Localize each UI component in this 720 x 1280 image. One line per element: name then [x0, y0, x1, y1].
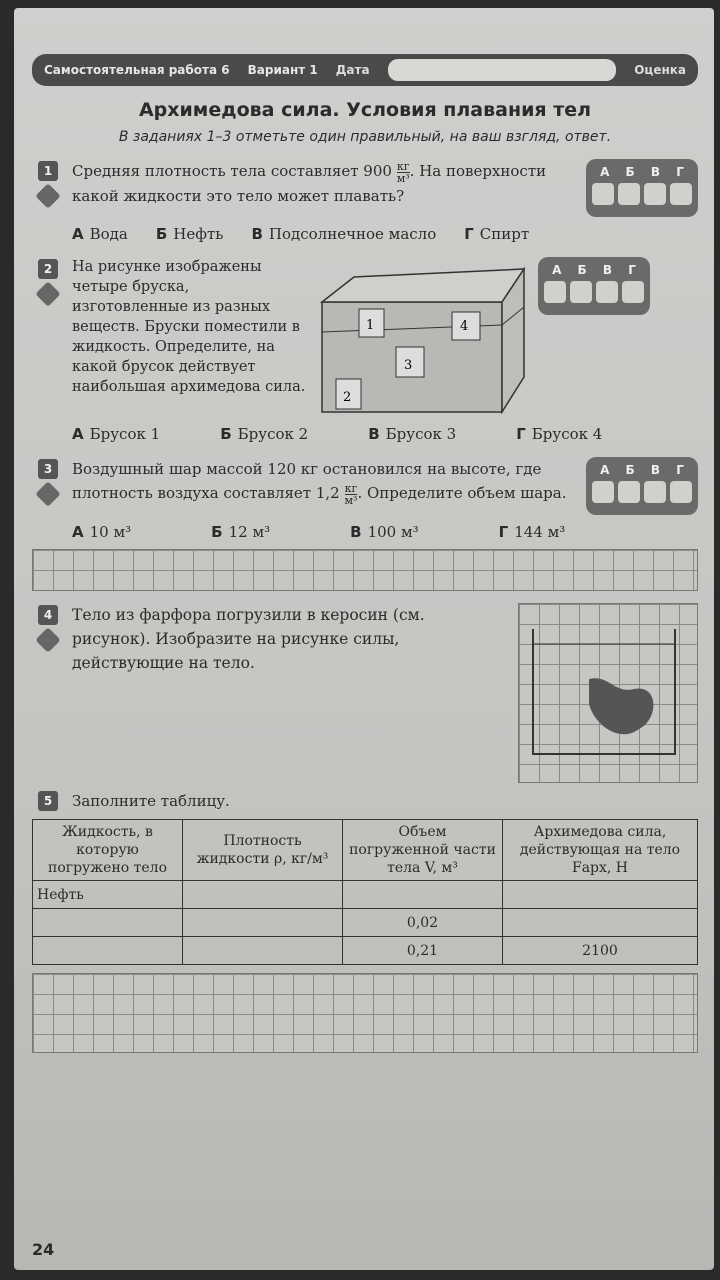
option-1c[interactable]: В Подсолнечное масло — [251, 225, 437, 243]
task-2 — [32, 257, 698, 445]
table-header: Объем погруженной части тела V, м³ — [343, 820, 503, 881]
task-5 — [32, 789, 698, 813]
worksheet-header — [32, 54, 698, 86]
option-2b[interactable]: Б Брусок 2 — [220, 425, 309, 443]
answer-box-3: А Б В Г — [586, 457, 698, 515]
block-label: 4 — [460, 319, 469, 334]
option-1d[interactable]: Г Спирт — [464, 225, 530, 243]
kerosene-body-figure — [519, 604, 699, 784]
answer-box-1: А Б В Г — [586, 159, 698, 217]
option-1b[interactable]: Б Нефть — [155, 225, 224, 243]
task-4-text: Тело из фарфора погрузили в керосин (см. рисунок). Изобразите на рисунке силы, действующие на тело. — [72, 606, 425, 672]
task-number-5: 5 — [38, 791, 58, 811]
table-row: 0,02 — [33, 909, 698, 937]
difficulty-icon — [35, 281, 60, 306]
answer-cell-b[interactable] — [618, 183, 640, 205]
table-header: Архимедова сила, действующая на тело Fарх, Н — [503, 820, 698, 881]
task-number-2: 2 — [38, 259, 58, 279]
table-row: 0,21 2100 — [33, 937, 698, 965]
option-3a[interactable]: А 10 м³ — [72, 523, 132, 541]
fill-in-table — [32, 819, 698, 965]
option-1a[interactable]: А Вода — [72, 225, 128, 243]
workbook-page — [14, 8, 714, 1270]
instruction: В заданиях 1–3 отметьте один правильный, на ваш взгляд, ответ. — [118, 129, 612, 145]
answer-cell-a[interactable] — [592, 183, 614, 205]
difficulty-icon — [35, 481, 60, 506]
answer-cell-c[interactable] — [644, 183, 666, 205]
block-label: 1 — [366, 318, 375, 333]
table-header: Жидкость, в которую погружено тело — [33, 820, 183, 881]
solution-grid-5[interactable] — [32, 973, 698, 1053]
date-label: Дата — [335, 63, 370, 77]
option-3c[interactable]: В 100 м³ — [350, 523, 419, 541]
page-number: 24 — [32, 1240, 55, 1259]
task-1-text: Средняя плотность тела составляет 900 $\frac{кг}{\text{м³}}$. На поверхности какой жидкости это тело может плавать? — [72, 159, 547, 205]
solution-grid-3[interactable] — [32, 549, 698, 591]
task-3 — [32, 457, 698, 543]
work-label: Самостоятельная работа 6 — [44, 63, 230, 77]
option-2c[interactable]: В Брусок 3 — [368, 425, 457, 443]
answer-cell-a[interactable] — [592, 481, 614, 503]
option-3b[interactable]: Б 12 м³ — [211, 523, 271, 541]
option-2d[interactable]: Г Брусок 4 — [516, 425, 603, 443]
drawing-grid-4[interactable] — [518, 603, 698, 783]
answer-cell-c[interactable] — [596, 281, 618, 303]
task-number-3: 3 — [38, 459, 58, 479]
table-header: Плотность жидкости ρ, кг/м³ — [183, 820, 343, 881]
task-1 — [32, 159, 698, 245]
variant-label: Вариант 1 — [247, 63, 318, 77]
option-3d[interactable]: Г 144 м³ — [498, 523, 566, 541]
page-title: Архимедова сила. Условия плавания тел — [138, 99, 592, 121]
task-5-text: Заполните таблицу. — [72, 792, 230, 810]
answer-cell-c[interactable] — [644, 481, 666, 503]
block-label: 2 — [343, 390, 352, 405]
task-4 — [32, 603, 698, 783]
block-label: 3 — [404, 358, 413, 373]
table-row: Нефть — [33, 881, 698, 909]
task-3-text: Воздушный шар массой 120 кг остановился на высоте, где плотность воздуха составляет 1,2 $\frac{кг}{\text{м³}}$. Определите объем шара. — [72, 460, 567, 507]
option-2a[interactable]: А Брусок 1 — [72, 425, 161, 443]
difficulty-icon — [35, 627, 60, 652]
answer-cell-a[interactable] — [544, 281, 566, 303]
difficulty-icon — [35, 183, 60, 208]
tank-with-blocks-figure — [318, 257, 528, 417]
answer-cell-d[interactable] — [670, 481, 692, 503]
grade-label: Оценка — [634, 63, 686, 77]
answer-cell-b[interactable] — [618, 481, 640, 503]
answer-cell-b[interactable] — [570, 281, 592, 303]
date-field[interactable] — [388, 59, 617, 81]
task-number-1: 1 — [38, 161, 58, 181]
answer-cell-d[interactable] — [670, 183, 692, 205]
task-number-4: 4 — [38, 605, 58, 625]
task-2-text: На рисунке изображены четыре бруска, изготовленные из разных веществ. Бруски поместили в жидкость. Определите, на какой брусок действует наибольшая архимедова сила. — [72, 259, 306, 395]
answer-box-2: А Б В Г — [538, 257, 650, 315]
answer-cell-d[interactable] — [622, 281, 644, 303]
